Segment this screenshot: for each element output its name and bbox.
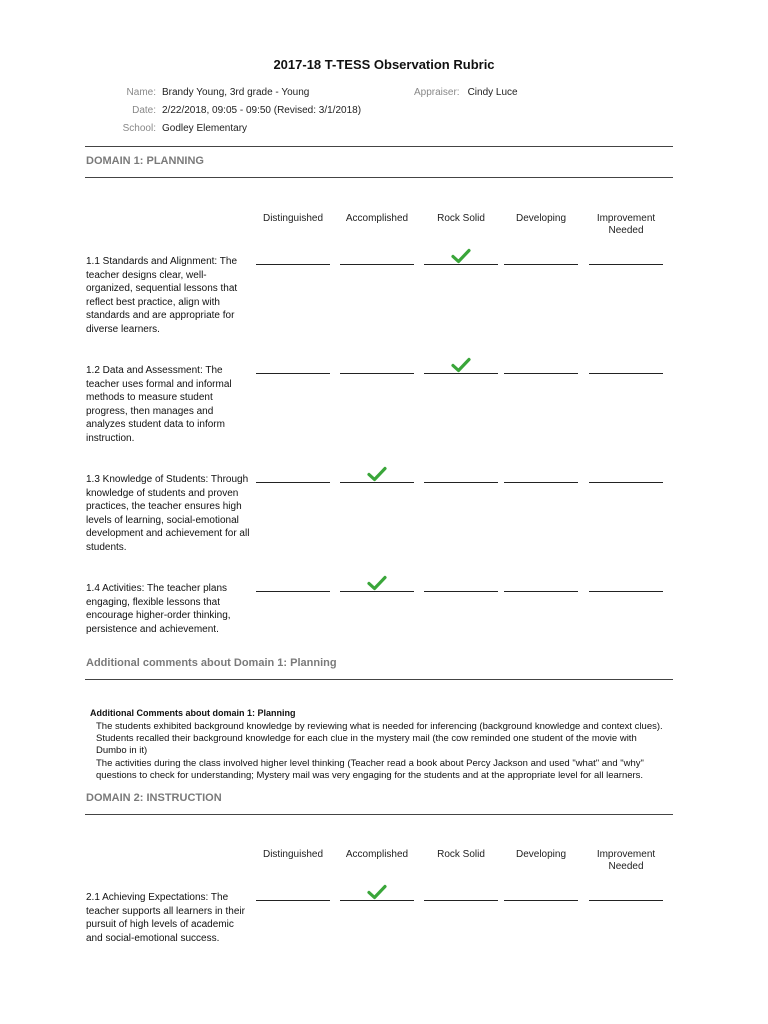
rating-line bbox=[256, 591, 330, 592]
rating-line bbox=[256, 482, 330, 483]
rating-line bbox=[504, 373, 578, 374]
criterion-text: 1.2 Data and Assessment: The teacher uses formal and informal methods to measure student progress, then manages and analyzes student data to inform instruction. bbox=[86, 365, 232, 444]
school-value: Godley Elementary bbox=[162, 123, 248, 134]
domain1-title: DOMAIN 1: PLANNING bbox=[86, 155, 204, 167]
rating-line bbox=[504, 482, 578, 483]
divider bbox=[85, 814, 673, 815]
column-header: Rock Solid bbox=[437, 849, 485, 860]
date-row bbox=[106, 102, 361, 120]
column-header: Improvement Needed bbox=[596, 849, 656, 872]
column-header: Improvement Needed bbox=[596, 213, 656, 236]
rating-line bbox=[424, 482, 498, 483]
domain2-title: DOMAIN 2: INSTRUCTION bbox=[86, 792, 222, 804]
domain1-comments-body bbox=[96, 721, 666, 782]
rating-line bbox=[340, 373, 414, 374]
domain1-comments-heading: Additional Comments about domain 1: Planning bbox=[90, 708, 296, 718]
rating-line bbox=[589, 373, 663, 374]
check-icon bbox=[451, 357, 471, 373]
rating-line bbox=[504, 900, 578, 901]
date-label: Date: bbox=[132, 105, 156, 116]
school-label: School: bbox=[122, 123, 156, 134]
page-title: 2017-18 T-TESS Observation Rubric bbox=[273, 57, 495, 72]
appraiser-value: Cindy Luce bbox=[467, 87, 518, 98]
check-icon bbox=[451, 248, 471, 264]
column-header: Developing bbox=[515, 849, 567, 860]
divider bbox=[85, 146, 673, 147]
rating-line bbox=[504, 591, 578, 592]
check-icon bbox=[367, 575, 387, 591]
comment-paragraph: The students exhibited background knowledge by reviewing what is needed for inferencing (background knowledge and context clues). Students recalled their background knowledge for each clue in the mystery mail (the cow reminded one student of the movie with Dumbo in it) bbox=[96, 721, 663, 757]
appraiser-label: Appraiser: bbox=[414, 87, 460, 98]
rating-line bbox=[256, 264, 330, 265]
check-icon bbox=[367, 466, 387, 482]
divider bbox=[85, 679, 673, 680]
column-header: Developing bbox=[515, 213, 567, 224]
column-header: Accomplished bbox=[345, 213, 409, 224]
rating-line bbox=[589, 482, 663, 483]
rating-line bbox=[256, 373, 330, 374]
appraiser-info bbox=[414, 84, 518, 102]
column-header: Distinguished bbox=[262, 849, 324, 860]
rating-line bbox=[424, 264, 498, 265]
criterion-text: 1.4 Activities: The teacher plans engaging, flexible lessons that encourage higher-order thinking, persistence and achievement. bbox=[86, 583, 231, 635]
column-header: Accomplished bbox=[345, 849, 409, 860]
rating-line bbox=[424, 373, 498, 374]
rating-line bbox=[340, 900, 414, 901]
check-icon bbox=[367, 884, 387, 900]
column-header: Distinguished bbox=[262, 213, 324, 224]
criterion-text: 1.3 Knowledge of Students: Through knowledge of students and proven practices, the teacher ensures high levels of learning, social-emotional development and achievement for all students. bbox=[86, 474, 250, 553]
comment-paragraph: The activities during the class involved higher level thinking (Teacher read a book about Percy Jackson and used "what" and "why" questions to check for understanding; Mystery mail was very engaging for the students and at the appropriate level for all learners. bbox=[96, 757, 644, 781]
name-label: Name: bbox=[126, 87, 156, 98]
name-value: Brandy Young, 3rd grade - Young bbox=[162, 87, 310, 98]
rating-line bbox=[504, 264, 578, 265]
teacher-info bbox=[106, 84, 361, 138]
rating-line bbox=[589, 264, 663, 265]
criterion-text: 2.1 Achieving Expectations: The teacher supports all learners in their pursuit of high levels of academic and social-emotional success. bbox=[86, 892, 245, 944]
rating-line bbox=[256, 900, 330, 901]
rating-line bbox=[340, 482, 414, 483]
rating-line bbox=[589, 900, 663, 901]
name-row bbox=[106, 84, 361, 102]
rating-line bbox=[340, 264, 414, 265]
column-header: Rock Solid bbox=[437, 213, 485, 224]
rating-line bbox=[424, 591, 498, 592]
domain1-comments-section-title: Additional comments about Domain 1: Planning bbox=[86, 657, 337, 669]
school-row bbox=[106, 120, 361, 138]
date-value: 2/22/2018, 09:05 - 09:50 (Revised: 3/1/2018) bbox=[162, 105, 362, 116]
rating-line bbox=[424, 900, 498, 901]
rating-line bbox=[340, 591, 414, 592]
rating-line bbox=[589, 591, 663, 592]
criterion-text: 1.1 Standards and Alignment: The teacher designs clear, well-organized, sequential lessons that reflect best practice, align with standards and are appropriate for diverse learners. bbox=[86, 256, 238, 335]
divider bbox=[85, 177, 673, 178]
